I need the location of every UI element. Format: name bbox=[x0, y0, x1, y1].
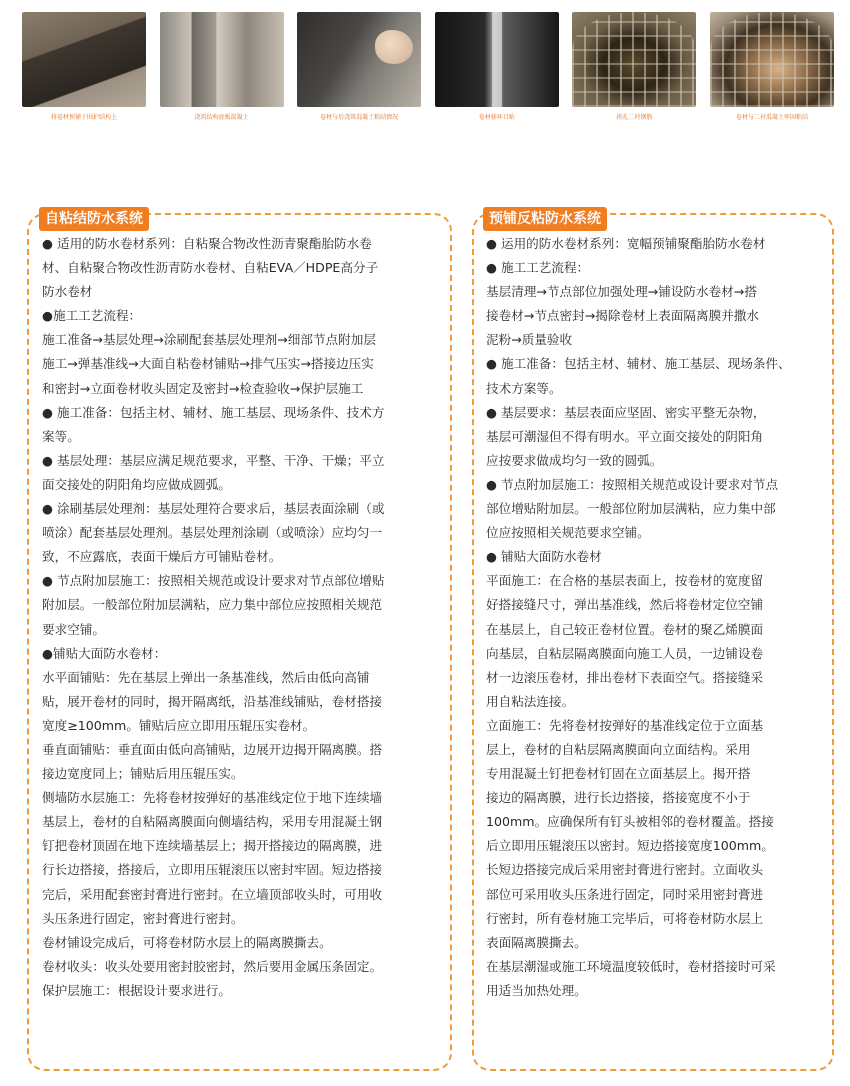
text-line: ● 节点附加层施工：按照相关规范或设计要求对节点 bbox=[486, 476, 779, 492]
photo-membrane-on-wall bbox=[22, 12, 146, 107]
text-line: ● 涂刷基层处理剂：基层处理符合要求后，基层表面涂刷（或 bbox=[42, 501, 385, 517]
text-line: ● 适用的防水卷材系列：自粘聚合物改性沥青聚酯胎防水卷 bbox=[42, 236, 372, 251]
text-line: 平面施工：在合格的基层表面上，按卷材的宽度留 bbox=[486, 573, 764, 589]
text-line: 专用混凝土钉把卷材钉固在立面基层上。揭开搭 bbox=[486, 766, 751, 782]
text-line: 长短边搭接完成后采用密封膏进行密封。立面收头 bbox=[486, 862, 764, 878]
left-section-body bbox=[42, 232, 444, 1003]
text-line: 后立即用压辊滚压以密封。短边搭接宽度100mm。 bbox=[486, 838, 774, 854]
text-line: 材一边滚压卷材，排出卷材下表面空气。搭接缝采 bbox=[486, 669, 764, 685]
text-line: ● 施工工艺流程： bbox=[486, 260, 590, 276]
photo-caption: 卷材与后浇筑混凝土粘结情况 bbox=[320, 114, 399, 121]
right-section-title: 预铺反粘防水系统 bbox=[483, 207, 607, 231]
text-line: 在基层潮湿或施工环境温度较低时，卷材搭接时可采 bbox=[486, 958, 776, 974]
photo-membrane-lap bbox=[435, 12, 559, 107]
text-line: 层上，卷材的自粘层隔离膜面向立面结构。采用 bbox=[486, 741, 751, 757]
text-line: 行密封，所有卷材施工完毕后，可将卷材防水层上 bbox=[486, 910, 764, 926]
text-line: 接边的隔离膜，进行长边搭接，搭接宽度不小于 bbox=[486, 790, 751, 806]
text-line: 案等。 bbox=[42, 428, 80, 444]
photo-strip bbox=[22, 12, 834, 122]
text-line: 致，不应露底，表面干燥后方可铺贴卷材。 bbox=[42, 549, 282, 565]
left-section-title: 自粘结防水系统 bbox=[39, 207, 149, 231]
text-line: ● 施工准备：包括主材、辅材、施工基层、现场条件、 bbox=[486, 356, 791, 372]
text-line: 100mm。应确保所有钉头被相邻的卷材覆盖。搭接 bbox=[486, 814, 774, 830]
text-line: ● 施工准备：包括主材、辅材、施工基层、现场条件、技术方 bbox=[42, 404, 385, 420]
text-line: ● 基层处理：基层应满足规范要求，平整、干净、干燥；平立 bbox=[42, 452, 385, 468]
text-line: 基层上，卷材的自粘隔离膜面向侧墙结构，采用专用混凝土钢 bbox=[42, 814, 383, 830]
text-line: 接边宽度同上；铺贴后用压辊压实。 bbox=[42, 766, 244, 782]
text-line: 要求空铺。 bbox=[42, 621, 105, 637]
text-line: 保护层施工：根据设计要求进行。 bbox=[42, 982, 231, 998]
text-line: ● 节点附加层施工：按照相关规范或设计要求对节点部位增贴 bbox=[42, 573, 385, 589]
lap-seam bbox=[492, 12, 502, 107]
text-line: 位应按照相关规范要求空铺。 bbox=[486, 525, 650, 541]
photo-card bbox=[297, 12, 421, 122]
text-line: 侧墙防水层施工：先将卷材按弹好的基准线定位于地下连续墙 bbox=[42, 790, 383, 806]
photo-pouring-base-slab bbox=[160, 12, 284, 107]
hand-image bbox=[375, 30, 413, 64]
text-line: 部位可采用收头压条进行固定，同时采用密封膏进 bbox=[486, 886, 764, 902]
photo-caption: 浇筑结构底板混凝土 bbox=[194, 114, 249, 121]
text-line: 部位增贴附加层。一般部位附加层满粘，应力集中部 bbox=[486, 501, 776, 517]
text-line: ● 运用的防水卷材系列：宽幅预铺聚酯胎防水卷材 bbox=[486, 236, 766, 251]
text-line: 卷材铺设完成后，可将卷材防水层上的隔离膜撕去。 bbox=[42, 934, 332, 950]
text-line: 在基层上，自己较正卷材位置。卷材的聚乙烯膜面 bbox=[486, 621, 764, 637]
text-line: 垂直面铺贴：垂直面由低向高铺贴，边展开边揭开隔离膜。搭 bbox=[42, 741, 383, 757]
text-line: ● 铺贴大面防水卷材 bbox=[486, 549, 602, 565]
text-line: 贴，展开卷材的同时，揭开隔离纸，沿基准线铺贴，卷材搭接 bbox=[42, 693, 383, 709]
text-line: 用适当加热处理。 bbox=[486, 982, 587, 998]
text-line: 防水卷材 bbox=[42, 284, 93, 300]
text-line: 向基层，自粘层隔离膜面向施工人员，一边铺设卷 bbox=[486, 645, 764, 661]
photo-caption: 拱孔二衬钢筋 bbox=[616, 114, 653, 121]
text-line: 用自粘法连接。 bbox=[486, 693, 575, 709]
text-line: 宽度≥100mm。铺贴后应立即用压辊压实卷材。 bbox=[42, 717, 316, 733]
text-line: 头压条进行固定，密封膏进行密封。 bbox=[42, 910, 244, 926]
text-line: ●铺贴大面防水卷材： bbox=[42, 645, 167, 661]
text-line: 基层可潮湿但不得有明水。平立面交接处的阴阳角 bbox=[486, 428, 764, 444]
text-line: 接卷材→节点密封→揭除卷材上表面隔离膜并撒水 bbox=[486, 308, 759, 324]
text-line: 施工→弹基准线→大面自粘卷材铺贴→排气压实→搭接边压实 bbox=[42, 356, 374, 372]
text-line: 立面施工：先将卷材按弹好的基准线定位于立面基 bbox=[486, 717, 764, 733]
photo-card bbox=[710, 12, 834, 122]
text-line: 施工准备→基层处理→涂刷配套基层处理剂→细部节点附加层 bbox=[42, 332, 376, 348]
right-section-body bbox=[486, 232, 824, 1003]
photo-caption: 将卷材预铺于围护结构上 bbox=[50, 114, 117, 121]
text-line: 技术方案等。 bbox=[486, 380, 562, 396]
text-line: 行长边搭接，搭接后，立即用压辊滚压以密封牢固。短边搭接 bbox=[42, 862, 383, 878]
text-line: 应按要求做成均匀一致的圆弧。 bbox=[486, 452, 663, 468]
photo-card bbox=[572, 12, 696, 122]
text-line: 面交接处的阴阳角均应做成圆弧。 bbox=[42, 476, 231, 492]
text-line: ●施工工艺流程： bbox=[42, 308, 142, 324]
rebar-grid bbox=[572, 12, 696, 107]
photo-caption: 卷材与二衬混凝土牢固粘结 bbox=[735, 114, 808, 121]
text-line: 泥粉→质量验收 bbox=[486, 332, 573, 348]
text-line: 好搭接缝尺寸，弹出基准线，然后将卷材定位空铺 bbox=[486, 597, 764, 613]
text-line: 喷涂）配套基层处理剂。基层处理剂涂刷（或喷涂）应均匀一 bbox=[42, 525, 383, 541]
text-line: 和密封→立面卷材收头固定及密封→检查验收→保护层施工 bbox=[42, 380, 364, 396]
photo-caption: 卷材移环目贴 bbox=[478, 114, 515, 121]
text-line: 材、自粘聚合物改性沥青防水卷材、自粘EVA／HDPE高分子 bbox=[42, 260, 379, 276]
text-line: 基层清理→节点部位加强处理→铺设防水卷材→搭 bbox=[486, 284, 757, 300]
photo-card bbox=[435, 12, 559, 122]
text-line: 水平面铺贴：先在基层上弹出一条基准线，然后由低向高铺 bbox=[42, 669, 370, 685]
text-line: 卷材收头：收头处要用密封胶密封，然后要用金属压条固定。 bbox=[42, 958, 383, 974]
text-line: 附加层。一般部位附加层满粘，应力集中部位应按照相关规范 bbox=[42, 597, 383, 613]
text-line: 钉把卷材顶固在地下连续墙基层上；揭开搭接边的隔离膜，进 bbox=[42, 838, 383, 854]
text-line: 完后，采用配套密封膏进行密封。在立墙顶部收头时，可用收 bbox=[42, 886, 383, 902]
photo-card bbox=[22, 12, 146, 122]
text-line: ● 基层要求：基层表面应坚固、密实平整无杂物， bbox=[486, 404, 766, 420]
photo-tunnel-lining-bond bbox=[710, 12, 834, 107]
rebar-grid bbox=[710, 12, 834, 107]
text-line: 表面隔离膜撕去。 bbox=[486, 934, 587, 950]
photo-card bbox=[160, 12, 284, 122]
photo-tunnel-rebar bbox=[572, 12, 696, 107]
photo-membrane-concrete-bond bbox=[297, 12, 421, 107]
